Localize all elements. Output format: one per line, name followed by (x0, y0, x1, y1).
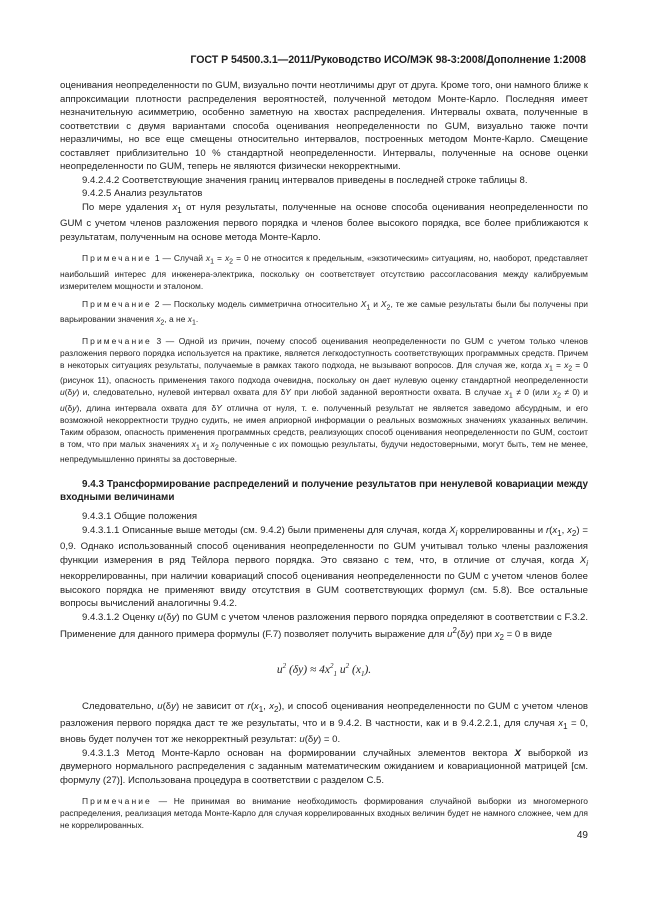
note-paragraph: Примечание 2 — Поскольку модель симметрична относительно $X_1$ и $X_2$, те же самые результаты были бы получены при варьировании значения $x_2$, а не $x_1$. (60, 298, 588, 328)
body-paragraph: 9.4.2.4.2 Соответствующие значения границ интервалов приведены в последней строке таблицы 8. (82, 174, 528, 186)
note-paragraph: Примечание 3 — Одной из причин, почему способ оценивания неопределенности по GUM с учетом только членов разложения первого порядка используется на практике, является легкодоступность соответствующих программных средств. Причем в некоторых ситуациях результаты, получаемые в рамках такого подхода, не вызывают вопросов. Для случая же, когда $x_1 = x_2 = 0$ (рисунок 11), опасность применения такого подхода очевидна, поскольку он дает нулевую оценку стандартной неопределенности u(δy) и, следовательно, нулевой интервал охвата для δY при любой заданной вероятности охвата. В случае $x_1 \ne 0$ (или $x_2 \ne 0$) и u(δy), длина интервала охвата для δY отлична от нуля, т. е. полученный результат не является заведомо абсурдным, и его возможной некорректности трудно судить, не имея априорной информации о реальных возможных значениях указанных величин. Таким образом, опасность применения программных средств, реализующих способ оценивания неопределенности по GUM, состоит в том, что при малых значениях $x_1$ и $x_2$ полученные с их помощью результаты, будучи недостоверными, могут быть, тем не менее, непредумышленно приняты за достоверные. (60, 336, 589, 465)
body-paragraph: 9.4.3.1.3 Метод Монте-Карло основан на формировании случайных элементов вектора X выборкой из двумерного нормального распределения с заданным математическим ожиданием и ковариационной матрицей [см. формулу (27)]. Использована процедура в соответствии с разделом С.5. (60, 747, 588, 786)
note-paragraph: Примечание 1 — Случай $x_1 = x_2 = 0$ не относится к предельным, «экзотическим» ситуациям, но, наоборот, представляет наибольший интерес для инженера-электрика, поскольку он соответствует отсутствию рассогласования между калибруемым измерителем мощности и эталоном. (60, 253, 588, 291)
note-paragraph: Примечание — Не принимая во внимание необходимость формирования случайной выборки из многомерного распределения, реализация метода Монте-Карло для случая коррелированных входных величин будет не намного сложнее, чем для не коррелированных. (60, 796, 588, 831)
body-paragraph: 9.4.3.1.2 Оценку u(δy) по GUM с учетом членов разложения первого порядка определяют в соответствии с F.3.2. Применение для данного примера формулы (F.7) позволяет получить выражение для $u^2(\delta y)$ при $x_2 = 0$ в виде (60, 611, 588, 643)
page-number: 49 (576, 830, 588, 841)
running-header: ГОСТ Р 54500.3.1—2011/Руководство ИСО/МЭК 98-3:2008/Дополнение 1:2008 (190, 54, 586, 66)
body-paragraph: Следовательно, u(δy) не зависит от $r(x_1$, $x_2$), и способ оценивания неопределенности по GUM с учетом членов разложения первого порядка даст те же результаты, что и в 9.4.2. В частности, как и в 9.4.2.2.1, для случая $x_1 = 0$, вновь будет получен тот же некорректный результат: u(δy) = 0. (60, 701, 588, 746)
body-paragraph: оценивания неопределенности по GUM, визуально почти неотличимы друг от друга. Кроме того, они намного ближе к аппроксимации плотности распределения вероятностей, полученной методом Монте-Карло. Последняя имеет незначительную асимметрию, особенно заметную на хвостах распределения. Интервалы охвата, полученные в соответствии с двумя вариантами способа оценивания неопределенности по GUM, визуально также почти неразличимы, но все еще смещены относительно интервалов, построенных методом Монте-Карло. Смещение составляет приблизительно 10 % стандартной неопределенности. Интервалы, полученные на основе оценки неопределенности по GUM, теперь не являются физически некорректными. (60, 80, 588, 173)
body-paragraph: 9.4.2.5 Анализ результатов (82, 188, 203, 200)
section-heading: 9.4.3 Трансформирование распределений и получение результатов при ненулевой ковариации между входными величинами (60, 479, 588, 504)
formula: $u^2$ $(\delta y) \approx 4x^2_1$ $u^2$ $(x_1)$. (276, 662, 372, 679)
body-paragraph: 9.4.3.1 Общие положения (82, 511, 198, 523)
document-body (60, 79, 588, 832)
body-paragraph: 9.4.3.1.1 Описанные выше методы (см. 9.4.2) были применены для случая, когда $X_i$ коррелированны и $r(x_1$, $x_2) = 0,9$. Однако использованный способ оценивания неопределенности по GUM учитывал только члены разложения функции измерения в ряд Тейлора первого порядка. Это связано с тем, что, в отличие от случая, когда $X_i$ некоррелированны, при наличии ковариаций способ оценивания неопределенности по GUM с учетом членов более высокого порядка не применяют ввиду отсутствия в GUM соответствующих формул (см. 5.8). Все остальные вопросы вычислений аналогичны 9.4.2. (60, 524, 588, 610)
body-paragraph: По мере удаления $x_1$ от нуля результаты, полученные на основе способа оценивания неопределенности по GUM с учетом членов разложения первого порядка и членов более высокого порядка, все более приближаются к результатам, полученным на основе метода Монте-Карло. (60, 201, 588, 243)
